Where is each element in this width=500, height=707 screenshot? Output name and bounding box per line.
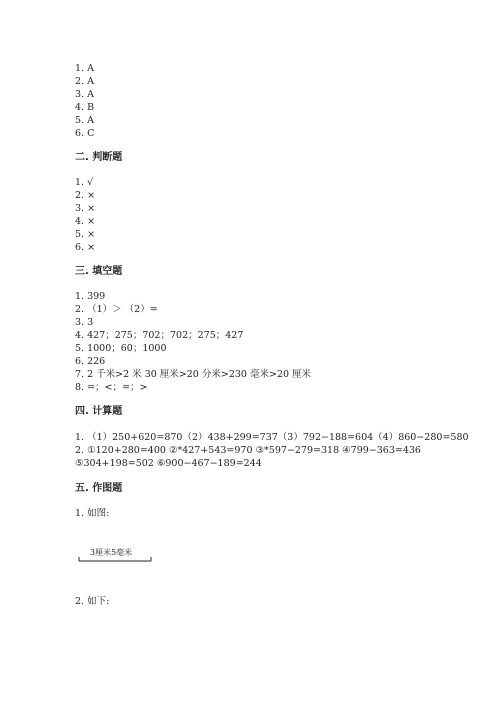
tf-answer-5: 5. × <box>75 229 96 240</box>
line-segment-figure <box>78 548 152 562</box>
section-heading-fill-blank: 三. 填空题 <box>75 266 123 277</box>
choice-answer-2: 2. A <box>75 76 94 87</box>
choice-answer-1: 1. A <box>75 63 94 74</box>
fill-answer-2: 2. （1）＞ （2）= <box>75 304 158 315</box>
fill-answer-5: 5. 1000；60；1000 <box>75 343 167 354</box>
segment-length-label: 3厘米5毫米 <box>90 548 133 557</box>
tf-answer-3: 3. × <box>75 203 96 214</box>
choice-answer-6: 6. C <box>75 128 95 139</box>
section-heading-calculation: 四. 计算题 <box>75 406 123 417</box>
calc-answer-1: 1. （1）250+620=870（2）438+299=737（3）792−188=604（4）860−280=580 <box>75 432 469 443</box>
tf-answer-4: 4. × <box>75 216 96 227</box>
fill-answer-3: 3. 3 <box>75 317 94 328</box>
fill-answer-7: 7. 2 千米>2 米 30 厘米>20 分米>230 毫米>20 厘米 <box>75 369 312 380</box>
choice-answer-3: 3. A <box>75 89 94 100</box>
calc-answer-2b: ⑤304+198=502 ⑥900−467−189=244 <box>75 458 262 469</box>
tf-answer-6: 6. × <box>75 242 96 253</box>
choice-answer-5: 5. A <box>75 115 94 126</box>
fill-answer-8: 8. =；<；=；> <box>75 382 148 393</box>
tf-answer-1: 1. √ <box>75 177 94 188</box>
drawing-answer-2: 2. 如下: <box>75 596 110 607</box>
tf-answer-2: 2. × <box>75 190 96 201</box>
calc-answer-2a: 2. ①120+280=400 ②*427+543=970 ③*597−279=318 ④799−363=436 <box>75 445 421 456</box>
drawing-answer-1: 1. 如图: <box>75 508 110 519</box>
fill-answer-4: 4. 427；275；702；702；275；427 <box>75 330 244 341</box>
fill-answer-1: 1. 399 <box>75 291 106 302</box>
choice-answer-4: 4. B <box>75 102 95 113</box>
fill-answer-6: 6. 226 <box>75 356 106 367</box>
section-heading-true-false: 二. 判断题 <box>75 152 123 163</box>
section-heading-drawing: 五. 作图题 <box>75 483 123 494</box>
